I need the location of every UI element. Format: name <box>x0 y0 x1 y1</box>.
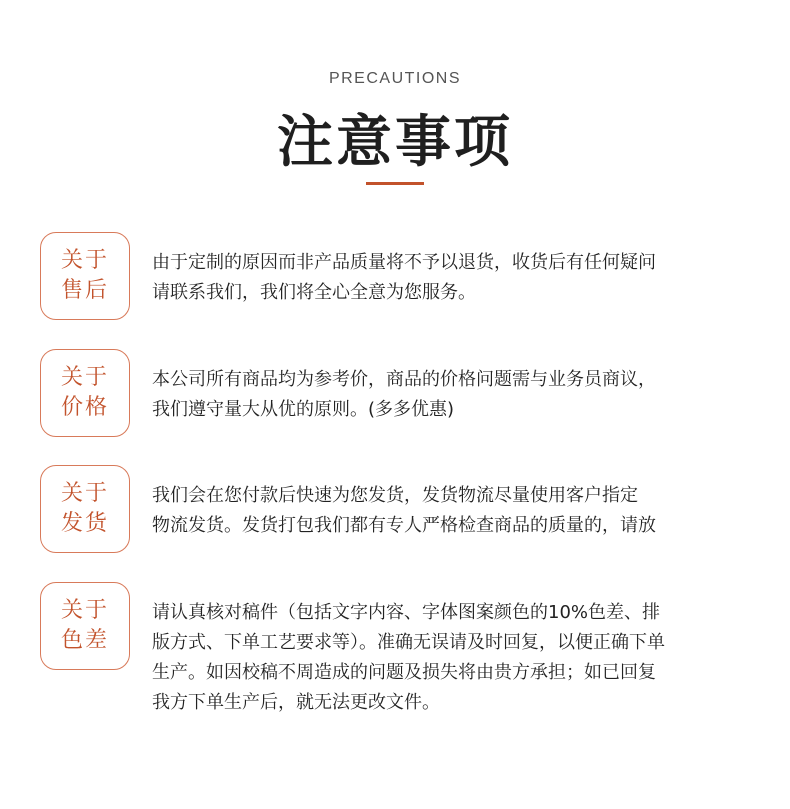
notice-text-line: 版方式、下单工艺要求等）。准确无误请及时回复，以便正确下单 <box>152 632 665 653</box>
badge-label-line1: 关于 <box>60 598 109 623</box>
badge-label-line2: 价格 <box>60 395 109 420</box>
page-title: 注意事项 <box>277 110 513 175</box>
badge-label-line1: 关于 <box>60 248 109 273</box>
notice-text <box>152 365 757 425</box>
notice-text-line: 由于定制的原因而非产品质量将不予以退货，收货后有任何疑问 <box>152 252 656 273</box>
notice-text-line: 本公司所有商品均为参考价，商品的价格问题需与业务员商议， <box>152 369 656 390</box>
title-divider <box>366 182 424 185</box>
badge-color-difference <box>40 582 130 670</box>
section-subtitle: PRECAUTIONS <box>328 70 462 87</box>
badge-label-line1: 关于 <box>60 481 109 506</box>
notice-text <box>152 248 757 308</box>
notice-text-line: 我方下单生产后，就无法更改文件。 <box>152 692 440 713</box>
notice-text <box>152 598 757 718</box>
badge-label-line2: 发货 <box>60 511 109 536</box>
notice-text-line: 生产。如因校稿不周造成的问题及损失将由贵方承担；如已回复 <box>152 662 656 683</box>
notice-text-line: 物流发货。发货打包我们都有专人严格检查商品的质量的，请放 <box>152 515 656 536</box>
badge-label-line1: 关于 <box>60 365 109 390</box>
badge-after-sales <box>40 232 130 320</box>
badge-label-line2: 色差 <box>60 628 109 653</box>
badge-label-line2: 售后 <box>60 278 109 303</box>
badge-price <box>40 349 130 437</box>
badge-shipping <box>40 465 130 553</box>
notice-text-line: 我们会在您付款后快速为您发货，发货物流尽量使用客户指定 <box>152 485 638 506</box>
notice-text-line: 请联系我们，我们将全心全意为您服务。 <box>152 282 476 303</box>
notice-text <box>152 481 757 541</box>
notice-text-line: 请认真核对稿件（包括文字内容、字体图案颜色的10%色差、排 <box>152 602 661 623</box>
notice-text-line: 我们遵守量大从优的原则。(多多优惠) <box>152 399 455 420</box>
